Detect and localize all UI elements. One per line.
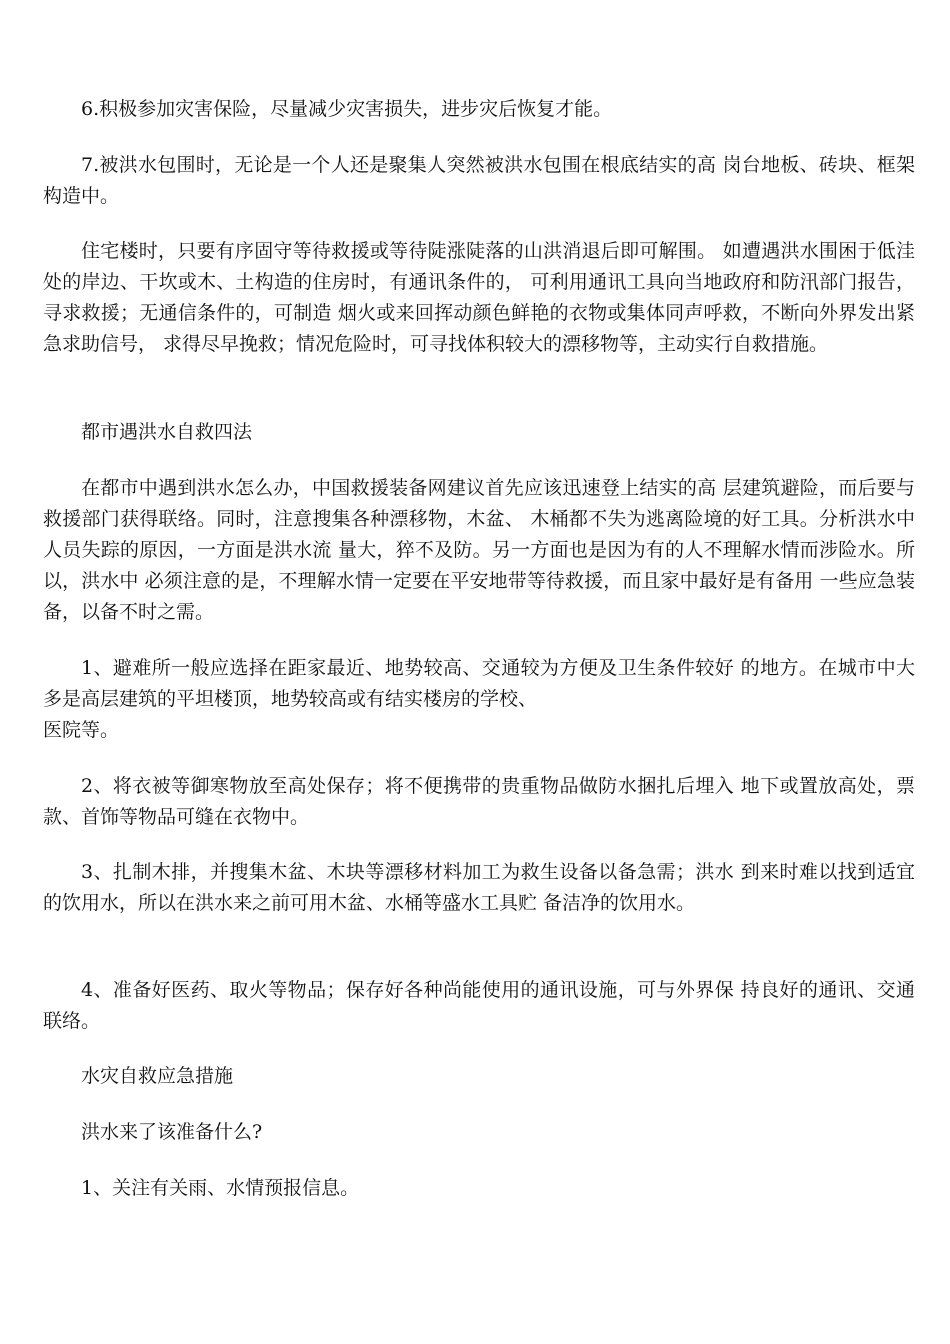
paragraph-surrounded-by-flood: 7.被洪水包围时，无论是一个人还是聚集人突然被洪水包围在根底结实的高 岗台地板、砖块、框架构造中。 <box>43 154 915 207</box>
heading-city-flood-self-rescue: 都市遇洪水自救四法 <box>81 421 253 443</box>
paragraph-shelter-selection: 1、避难所一般应选择在距家最近、地势较高、交通较为方便及卫生条件较好 的地方。在城市中大多是高层建筑的平坦楼顶，地势较高或有结实楼房的学校、 <box>43 657 915 710</box>
paragraph-medicine-communication: 4、准备好医药、取火等物品；保存好各种尚能使用的通讯设施，可与外界保 持良好的通讯、交通联络。 <box>43 979 915 1032</box>
paragraph-shelter-continuation: 医院等。 <box>43 719 120 741</box>
paragraph-city-flood-advice: 在都市中遇到洪水怎么办，中国救援装备网建议首先应该迅速登上结实的高 层建筑避险，而后要与救援部门获得联络。同时，注意搜集各种漂移物，木盆、 木桶都不失为逃离险境的好工具。分析洪水中人员失踪的原因，一方面是洪水流 量大，猝不及防。另一方面也是因为有的人不理解水情而涉险水。所以，洪水中 必须注意的是，不理解水情一定要在平安地带等待救援，而且家中最好是有备用 一些应急装备，以备不时之需。 <box>43 477 915 623</box>
paragraph-residential-building: 住宅楼时，只要有序固守等待救援或等待陡涨陡落的山洪消退后即可解围。 如遭遇洪水围困于低洼处的岸边、干坎或木、土构造的住房时，有通讯条件的， 可利用通讯工具向当地政府和防汛部门报告，寻求救援；无通信条件的，可制造 烟火或来回挥动颜色鲜艳的衣物或集体同声呼救，不断向外界发出紧急求助信号， 求得尽早挽救；情况危险时，可寻找体积较大的漂移物等，主动实行自救措施。 <box>43 240 915 355</box>
paragraph-insurance: 6.积极参加灾害保险，尽量减少灾害损失，进步灾后恢复才能。 <box>81 98 613 120</box>
paragraph-wooden-raft: 3、扎制木排，并搜集木盆、木块等漂移材料加工为救生设备以备急需；洪水 到来时难以找到适宜的饮用水，所以在洪水来之前可用木盆、水桶等盛水工具贮 备洁净的饮用水。 <box>43 861 915 914</box>
paragraph-weather-forecast: 1、关注有关雨、水情预报信息。 <box>81 1177 360 1199</box>
heading-what-to-prepare: 洪水来了该准备什么? <box>81 1121 263 1143</box>
paragraph-store-items: 2、将衣被等御寒物放至高处保存；将不便携带的贵重物品做防水捆扎后埋入 地下或置放高处，票款、首饰等物品可缝在衣物中。 <box>43 775 915 828</box>
heading-flood-emergency-measures: 水灾自救应急措施 <box>81 1065 234 1087</box>
